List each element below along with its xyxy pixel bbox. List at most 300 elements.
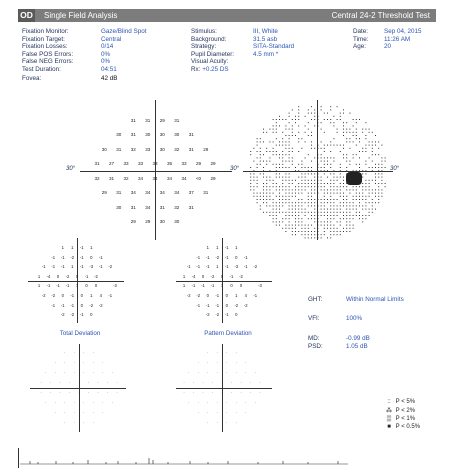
- ght-value: Within Normal Limits: [346, 296, 404, 303]
- probability-dot: ·: [102, 400, 104, 405]
- probability-dot: ·: [102, 370, 104, 375]
- threshold-value: 30: [116, 204, 122, 210]
- ght-label: GHT:: [308, 296, 323, 303]
- threshold-value: 31: [188, 146, 194, 152]
- pattern-deviation-value: -1: [224, 312, 229, 318]
- total-deviation-value: -1: [60, 254, 65, 260]
- threshold-value: 29: [101, 190, 107, 196]
- pattern-deviation-value: -1: [186, 264, 191, 270]
- grayscale-right-degree-label: 30°: [390, 166, 400, 172]
- total-deviation-value: 0: [80, 302, 83, 308]
- total-deviation-value: -2: [60, 312, 65, 318]
- pattern-deviation-value: -2: [215, 312, 220, 318]
- legend-p5-symbol: ::: [387, 399, 391, 405]
- probability-dot: ·: [230, 390, 233, 395]
- probability-dot: ·: [59, 390, 61, 395]
- total-deviation-value: 1: [90, 244, 93, 250]
- total-deviation-value: 1: [37, 283, 41, 289]
- probability-dot: ·: [64, 360, 66, 365]
- test-name: Central 24-2 Threshold Test: [331, 11, 430, 20]
- pattern-deviation-value: -3: [234, 264, 239, 270]
- threshold-value: 31: [130, 132, 136, 138]
- pattern-deviation-value: 0: [230, 283, 233, 289]
- probability-dot: ·: [259, 380, 261, 385]
- probability-dot: ·: [211, 380, 214, 385]
- probability-dot: ·: [188, 370, 190, 375]
- total-deviation-value: 4: [99, 292, 102, 298]
- threshold-value: 30: [145, 132, 151, 138]
- total-deviation-value: -2: [89, 302, 94, 308]
- total-deviation-value: -3: [113, 283, 117, 289]
- probability-dot: ·: [97, 380, 99, 385]
- pattern-deviation-value: -1: [243, 264, 248, 270]
- threshold-value: 32: [174, 204, 180, 210]
- probability-dot: ·: [116, 390, 118, 395]
- pattern-deviation-value: 1: [206, 244, 209, 250]
- pattern-deviation-value: -1: [243, 254, 248, 260]
- probability-dot: ·: [192, 380, 195, 385]
- threshold-value: 37: [188, 190, 194, 196]
- probability-dot: ·: [197, 400, 199, 405]
- probability-dot: ·: [235, 400, 237, 405]
- info-row: Strategy:: [191, 43, 217, 51]
- probability-dot: ·: [73, 360, 75, 365]
- probability-dot: ·: [235, 420, 237, 425]
- info-row: Age:: [353, 43, 366, 51]
- pattern-deviation-value: -2: [196, 292, 201, 298]
- probability-dot: ·: [216, 370, 218, 375]
- threshold-value: 29: [210, 161, 216, 167]
- total-deviation-value: -1: [108, 292, 113, 298]
- probability-dot: ·: [54, 410, 56, 415]
- info-row: False NEG Errors:: [22, 58, 74, 66]
- probability-dot: ·: [245, 410, 247, 415]
- threshold-value: 32: [130, 146, 136, 152]
- stimulus-value: III, White: [253, 28, 278, 35]
- probability-dot: ·: [207, 410, 209, 415]
- threshold-value: 30: [101, 146, 107, 152]
- vfi-label: VFI:: [308, 315, 320, 322]
- threshold-value: 32: [174, 146, 180, 152]
- info-row: Fixation Target:: [22, 35, 65, 43]
- info-row: Fixation Losses:: [22, 43, 68, 51]
- threshold-value: 31: [108, 175, 115, 181]
- threshold-value: 31: [203, 190, 209, 196]
- total-deviation-value: 0: [75, 273, 79, 279]
- probability-dot: ·: [245, 360, 247, 365]
- total-deviation-value: -3: [89, 264, 94, 270]
- total-deviation-value: -2: [70, 312, 75, 318]
- threshold-value: <0: [195, 175, 202, 181]
- legend-p05-symbol: ■: [387, 424, 391, 431]
- pattern-deviation-value: -1: [229, 273, 234, 279]
- probability-dot: ·: [207, 350, 209, 355]
- probability-dot: ·: [216, 400, 218, 405]
- total-deviation-value: -1: [51, 302, 56, 308]
- probability-dot: ·: [92, 410, 94, 415]
- probability-dot: ·: [87, 390, 90, 395]
- pattern-deviation-value: -1: [201, 283, 205, 289]
- probability-dot: ·: [216, 410, 218, 415]
- pattern-deviation-value: -2: [253, 264, 258, 270]
- probability-dot: ·: [254, 400, 256, 405]
- total-deviation-value: 0: [90, 312, 93, 318]
- pupil-diameter-value: 4.5 mm *: [253, 50, 279, 58]
- pattern-deviation-value: -2: [239, 273, 243, 279]
- probability-dot: ·: [73, 370, 75, 375]
- threshold-left-degree-label: 30°: [66, 166, 76, 172]
- total-deviation-value: 0: [80, 292, 83, 298]
- probability-dot: ·: [211, 390, 214, 395]
- pattern-deviation-value: -2: [205, 312, 210, 318]
- pattern-probability-vertical-axis: [222, 344, 223, 432]
- threshold-value: 31: [130, 204, 136, 210]
- probability-dot: ·: [83, 370, 85, 375]
- total-deviation-value: -2: [70, 254, 75, 260]
- pattern-deviation-value: 1: [182, 283, 186, 289]
- probability-dot: ·: [197, 370, 199, 375]
- total-deviation-value: -1: [60, 264, 65, 270]
- probability-dot: ·: [221, 380, 223, 385]
- probability-dot: ·: [92, 350, 94, 355]
- threshold-value: 35: [166, 161, 173, 167]
- threshold-value: 32: [94, 175, 100, 181]
- probability-dot: ·: [83, 400, 85, 405]
- probability-dot: ·: [78, 380, 80, 385]
- threshold-value: 34: [145, 204, 151, 210]
- probability-dot: ·: [230, 380, 233, 385]
- probability-dot: ·: [49, 390, 52, 395]
- threshold-value: 33: [137, 161, 144, 167]
- probability-dot: ·: [192, 390, 195, 395]
- probability-dot: ·: [202, 390, 204, 395]
- total-deviation-value: -1: [79, 244, 84, 250]
- probability-dot: ·: [183, 390, 185, 395]
- threshold-right-degree-label: 30°: [230, 166, 240, 172]
- probability-dot: ·: [188, 400, 190, 405]
- probability-dot: ·: [202, 380, 204, 385]
- fovea-value: 42 dB: [101, 75, 118, 82]
- probability-dot: ·: [92, 420, 94, 425]
- probability-dot: ·: [249, 380, 252, 385]
- probability-dot: ·: [207, 370, 209, 375]
- probability-dot: ·: [197, 410, 199, 415]
- pattern-deviation-value: -3: [258, 283, 262, 289]
- probability-dot: ·: [207, 360, 209, 365]
- pattern-deviation-value: 0: [220, 273, 224, 279]
- fovea-label: Fovea:: [22, 75, 42, 82]
- probability-dot: ·: [226, 350, 228, 355]
- total-deviation-value: -1: [46, 283, 51, 289]
- fixation-monitor-value: Gaze/Blind Spot: [101, 28, 147, 35]
- legend-p1-symbol: ▒: [386, 415, 392, 422]
- total-deviation-value: -1: [65, 283, 70, 289]
- threshold-value: 33: [123, 161, 129, 167]
- total-deviation-value: 0: [94, 283, 98, 289]
- probability-dot: ·: [40, 380, 42, 385]
- probability-dot: ·: [245, 400, 247, 405]
- eye-label: OD: [18, 9, 35, 22]
- total-deviation-value: -1: [56, 283, 60, 289]
- info-row: Stimulus:: [191, 28, 217, 35]
- probability-dot: ·: [226, 400, 228, 405]
- threshold-value: 31: [188, 204, 194, 210]
- age-value: 20: [384, 43, 392, 51]
- probability-dot: ·: [207, 420, 209, 425]
- pattern-deviation-value: -2: [234, 302, 239, 308]
- pattern-deviation-value: -1: [224, 244, 229, 250]
- pattern-deviation-value: 4: [244, 292, 247, 298]
- probability-dot: ·: [49, 380, 52, 385]
- pattern-deviation-value: -1: [215, 302, 220, 308]
- probability-dot: ·: [235, 360, 237, 365]
- threshold-value: 29: [159, 117, 165, 123]
- threshold-value: 30: [159, 132, 165, 138]
- total-deviation-value: 1: [90, 292, 93, 298]
- fixation-target-value: Central: [101, 35, 122, 43]
- false-neg-value: 0%: [101, 58, 111, 66]
- threshold-value: 31: [94, 161, 100, 167]
- total-deviation-value: -1: [70, 292, 75, 298]
- probability-dot: ·: [73, 420, 75, 425]
- threshold-value: 30: [116, 132, 122, 138]
- pattern-deviation-value: 0: [225, 302, 228, 308]
- probability-dot: ·: [87, 380, 90, 385]
- pattern-deviation-value: -1: [210, 283, 215, 289]
- probability-dot: ·: [221, 390, 223, 395]
- pattern-deviation-title: Pattern Deviation: [204, 330, 252, 337]
- probability-dot: ·: [106, 390, 109, 395]
- legend-p2-symbol: ⁂: [386, 408, 392, 415]
- probability-dot: ·: [78, 390, 80, 395]
- pattern-deviation-value: -1: [205, 302, 210, 308]
- probability-dot: ·: [216, 360, 218, 365]
- info-row: Visual Acuity:: [191, 58, 229, 66]
- pattern-deviation-value: -2: [186, 292, 191, 298]
- pattern-deviation-value: -1: [215, 292, 220, 298]
- gaze-trace: [18, 448, 436, 468]
- total-deviation-value: -1: [79, 264, 84, 270]
- threshold-value: 34: [137, 175, 144, 181]
- time-value: 11:26 AM: [384, 35, 411, 43]
- probability-dot: ·: [183, 380, 185, 385]
- threshold-value: 31: [159, 204, 165, 210]
- probability-dot: ·: [197, 360, 199, 365]
- probability-dot: ·: [235, 350, 237, 355]
- legend-item: ▒ P < 1%: [384, 416, 420, 424]
- probability-dot: ·: [83, 410, 85, 415]
- probability-dot: ·: [64, 410, 66, 415]
- probability-dot: ·: [207, 400, 209, 405]
- total-deviation-value: -1: [79, 254, 84, 260]
- probability-dot: ·: [216, 420, 218, 425]
- total-deviation-value: -1: [51, 254, 56, 260]
- threshold-value: 34: [181, 175, 187, 181]
- pattern-deviation-value: 0: [201, 273, 205, 279]
- threshold-value: 30: [159, 219, 165, 225]
- pattern-deviation-value: -1: [205, 264, 210, 270]
- total-deviation-value: -1: [84, 273, 89, 279]
- info-row: Time:: [353, 35, 369, 43]
- pattern-deviation-value: -1: [196, 302, 201, 308]
- background-value: 31.5 asb: [253, 35, 278, 43]
- probability-dot: ·: [45, 400, 47, 405]
- threshold-value: 30: [159, 146, 165, 152]
- probability-dot: ·: [240, 390, 242, 395]
- strategy-value: SITA-Standard: [253, 43, 295, 51]
- rx-value: +0.25 DS: [202, 65, 229, 73]
- probability-legend: [384, 399, 420, 433]
- threshold-value: 29: [145, 219, 151, 225]
- info-row: Background:: [191, 35, 227, 43]
- total-deviation-value: 1: [71, 264, 74, 270]
- probability-dot: ·: [83, 420, 85, 425]
- probability-dot: ·: [111, 370, 113, 375]
- legend-item: ⁂ P < 2%: [386, 408, 416, 415]
- gaze-tracking-strip: [18, 448, 436, 468]
- threshold-value: 33: [145, 146, 151, 152]
- total-deviation-value: -1: [98, 254, 103, 260]
- probability-dot: ·: [97, 390, 99, 395]
- pattern-deviation-value: 1: [235, 292, 238, 298]
- probability-dot: ·: [73, 410, 75, 415]
- probability-dot: ·: [226, 360, 228, 365]
- pattern-deviation-value: -1: [253, 292, 258, 298]
- total-deviation-value: -2: [65, 273, 70, 279]
- probability-dot: ·: [235, 370, 237, 375]
- total-deviation-value: -2: [94, 273, 98, 279]
- threshold-value: 31: [145, 117, 151, 123]
- pattern-deviation-value: 1: [216, 264, 219, 270]
- md-label: MD:: [308, 335, 320, 342]
- total-deviation-value: -2: [41, 292, 46, 298]
- total-deviation-value: 1: [61, 244, 64, 250]
- pattern-deviation-value: -2: [215, 254, 220, 260]
- pattern-deviation-value: 0: [235, 312, 238, 318]
- pattern-deviation-value: 0: [235, 254, 238, 260]
- legend-item: ■ P < 0.5%: [384, 424, 420, 432]
- pattern-deviation-value: 1: [220, 283, 224, 289]
- probability-dot: ·: [68, 390, 71, 395]
- probability-dot: ·: [64, 350, 66, 355]
- threshold-value: 34: [174, 190, 180, 196]
- threshold-value: 34: [159, 190, 165, 196]
- threshold-value: 29: [195, 161, 202, 167]
- threshold-value: 30: [174, 219, 180, 225]
- threshold-value: 31: [116, 190, 122, 196]
- threshold-value: 33: [152, 161, 158, 167]
- pattern-deviation-value: -2: [243, 302, 248, 308]
- probability-dot: ·: [106, 380, 109, 385]
- info-row: False POS Errors:: [22, 50, 74, 58]
- probability-dot: ·: [45, 370, 47, 375]
- report-title: Single Field Analysis: [44, 11, 118, 20]
- probability-dot: ·: [111, 400, 113, 405]
- total-deviation-value: 0: [61, 292, 64, 298]
- pattern-deviation-value: -1: [224, 254, 229, 260]
- info-row: Date:: [353, 28, 369, 35]
- probability-dot: ·: [245, 370, 247, 375]
- md-value: -0.99 dB: [346, 335, 370, 342]
- total-deviation-value: 1: [37, 273, 41, 279]
- probability-dot: ·: [83, 350, 85, 355]
- threshold-value: 34: [166, 175, 173, 181]
- probability-dot: ·: [92, 400, 94, 405]
- threshold-value: 31: [188, 132, 194, 138]
- probability-dot: ·: [64, 420, 66, 425]
- info-row: Pupil Diameter:: [191, 50, 235, 58]
- pattern-deviation-value: 1: [235, 244, 238, 250]
- probability-dot: ·: [259, 390, 261, 395]
- info-row: Fixation Monitor:: [22, 28, 69, 35]
- threshold-value: 29: [130, 219, 136, 225]
- threshold-value: 31: [116, 146, 122, 152]
- total-deviation-value: -2: [108, 264, 113, 270]
- probability-dot: ·: [64, 370, 66, 375]
- pattern-deviation-value: -1: [205, 254, 210, 260]
- total-deviation-value: 1: [75, 283, 79, 289]
- total-deviation-value: 0: [90, 254, 93, 260]
- legend-item: :: P < 5%: [384, 399, 420, 407]
- probability-dot: ·: [54, 400, 56, 405]
- probability-dot: ·: [54, 360, 56, 365]
- probability-dot: ·: [68, 380, 71, 385]
- total-deviation-value: -1: [98, 264, 103, 270]
- total-deviation-value: -1: [79, 312, 84, 318]
- probability-dot: ·: [226, 420, 228, 425]
- probability-dot: ·: [40, 390, 42, 395]
- probability-dot: ·: [235, 410, 237, 415]
- pattern-probability-horizontal-axis: [176, 388, 272, 389]
- vfi-value: 100%: [346, 315, 363, 322]
- probability-dot: ·: [116, 380, 118, 385]
- total-deviation-value: 0: [85, 283, 88, 289]
- probability-dot: ·: [59, 380, 61, 385]
- total-deviation-value: -1: [60, 302, 65, 308]
- probability-dot: ·: [64, 400, 66, 405]
- total-deviation-value: 1: [71, 244, 74, 250]
- probability-dot: ·: [216, 350, 218, 355]
- threshold-value: 34: [152, 175, 158, 181]
- threshold-value: 27: [108, 161, 115, 167]
- total-deviation-value: -2: [51, 292, 56, 298]
- probability-dot: ·: [73, 350, 75, 355]
- threshold-value: 32: [123, 175, 129, 181]
- date-value: Sep 04, 2015: [384, 28, 422, 35]
- pattern-deviation-value: 1: [182, 273, 186, 279]
- total-deviation-value: -2: [98, 302, 103, 308]
- total-deviation-value: -1: [70, 302, 75, 308]
- psd-label: PSD:: [308, 343, 323, 350]
- pattern-deviation-value: -1: [196, 254, 201, 260]
- threshold-value: 29: [203, 146, 209, 152]
- fixation-losses-value: 0/14: [101, 43, 114, 51]
- probability-dot: ·: [102, 410, 104, 415]
- probability-dot: ·: [54, 370, 56, 375]
- probability-dot: ·: [92, 360, 94, 365]
- pattern-deviation-value: 0: [206, 292, 209, 298]
- threshold-value: 31: [174, 117, 180, 123]
- probability-dot: ·: [92, 370, 94, 375]
- total-deviation-value: -1: [41, 264, 46, 270]
- threshold-value: 33: [181, 161, 187, 167]
- threshold-value: 29: [210, 175, 216, 181]
- info-row: Rx: +0.25 DS: [191, 65, 229, 73]
- pattern-deviation-value: -1: [224, 264, 229, 270]
- threshold-value: 30: [174, 132, 180, 138]
- probability-dot: ·: [83, 360, 85, 365]
- probability-dot: ·: [226, 370, 228, 375]
